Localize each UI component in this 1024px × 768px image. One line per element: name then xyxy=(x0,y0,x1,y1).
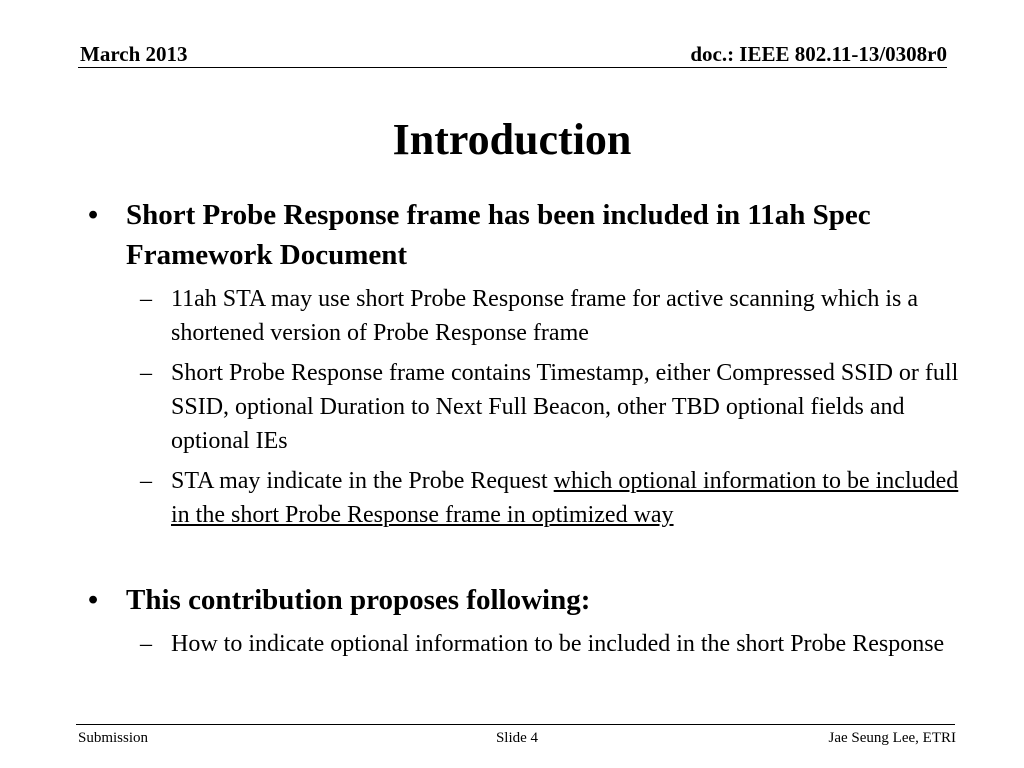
sub-bullet-underlined-text: which optional information to be included in the short Probe Response frame in optimized way xyxy=(171,468,959,528)
footer-divider xyxy=(76,724,955,725)
bullet-marker: • xyxy=(88,584,99,616)
bullet-item xyxy=(80,195,960,275)
sub-bullet-text: 11ah STA may use short Probe Response frame for active scanning which is a shortened version of Probe Response frame xyxy=(171,286,919,346)
header-date: March 2013 xyxy=(80,42,188,66)
slide-title: Introduction xyxy=(392,115,632,164)
footer-submission: Submission xyxy=(78,730,149,746)
sub-bullet-marker: – xyxy=(140,360,152,386)
sub-bullet-marker: – xyxy=(140,286,152,312)
bullet-item xyxy=(80,580,960,620)
sub-bullet-text: How to indicate optional information to be included in the short Probe Response xyxy=(171,631,945,657)
footer-slide-number: Slide 4 xyxy=(495,730,539,746)
sub-bullet-text: STA may indicate in the Probe Request xyxy=(171,468,554,494)
bullet-marker: • xyxy=(88,199,99,231)
sub-bullet-marker: – xyxy=(140,468,152,494)
slide-body xyxy=(80,195,960,661)
sub-bullet-item xyxy=(80,356,960,458)
bullet-text: This contribution proposes following: xyxy=(126,584,591,616)
sub-bullet-text: Short Probe Response frame contains Timestamp, either Compressed SSID or full SSID, optional Duration to Next Full Beacon, other TBD optional fields and optional IEs xyxy=(171,360,959,454)
sub-bullet-item xyxy=(80,627,960,661)
footer-author: Jae Seung Lee, ETRI xyxy=(828,730,956,746)
sub-bullet-item xyxy=(80,464,960,532)
sub-bullet-item xyxy=(80,282,960,350)
header-doc-id: doc.: IEEE 802.11-13/0308r0 xyxy=(690,42,947,66)
bullet-text: Short Probe Response frame has been included in 11ah Spec Framework Document xyxy=(126,199,871,271)
sub-bullet-marker: – xyxy=(140,631,152,657)
header-divider xyxy=(78,67,947,68)
